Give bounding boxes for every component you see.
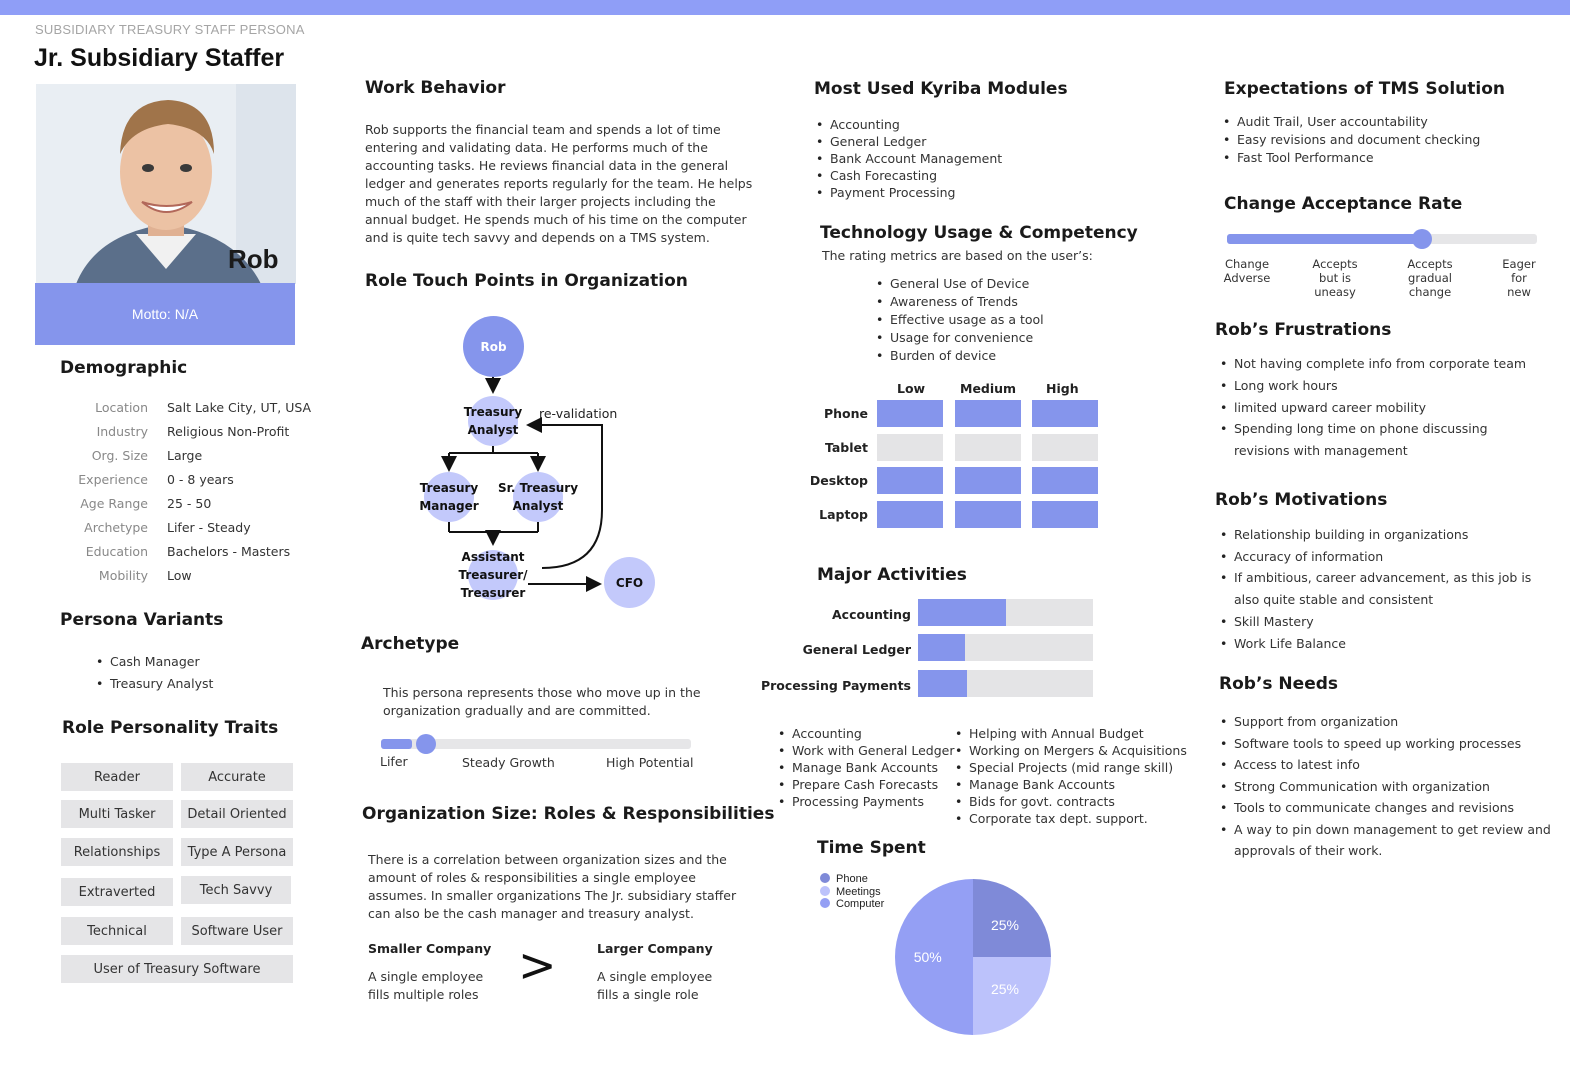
node-label-line: Analyst — [512, 499, 564, 513]
demographic-heading: Demographic — [60, 358, 188, 378]
change-label-eager — [1489, 257, 1549, 299]
list-item: • Helping with Annual Budget — [955, 725, 1187, 742]
list-item: • Work Life Balance — [1220, 633, 1531, 655]
demographic-key: Industry — [96, 424, 148, 439]
list-item: • Effective usage as a tool — [876, 311, 1044, 329]
text-line: A single employee — [368, 969, 484, 984]
demographic-key: Age Range — [80, 496, 148, 511]
text-line: gradual — [1408, 271, 1452, 285]
pie-slice-label: 50% — [913, 949, 942, 965]
text-line: but is — [1319, 271, 1351, 285]
list-item: • Bank Account Management — [816, 150, 1002, 167]
expectations-list — [1223, 113, 1480, 167]
change-label-gradual — [1400, 257, 1460, 299]
list-item: • Easy revisions and document checking — [1223, 131, 1480, 149]
competency-cell — [955, 400, 1021, 427]
list-item: • Manage Bank Accounts — [778, 759, 955, 776]
legend-swatch — [820, 898, 830, 908]
list-item: • Burden of device — [876, 347, 1044, 365]
list-item-continuation — [1220, 440, 1526, 462]
text-line: new — [1507, 285, 1531, 299]
larger-company-text — [597, 968, 712, 1004]
list-item: • limited upward career mobility — [1220, 397, 1526, 419]
persona-variants-list — [96, 651, 213, 695]
larger-company-title: Larger Company — [597, 941, 713, 956]
archetype-slider-fill — [381, 739, 412, 749]
list-item: • General Use of Device — [876, 275, 1044, 293]
text-line: amount of roles & responsibilities a single employee — [368, 870, 696, 885]
activities-list-right — [955, 725, 1187, 827]
frustrations-list — [1220, 353, 1526, 462]
node-label — [419, 479, 478, 515]
node-label-line: Treasury — [419, 481, 479, 495]
list-item: • Work with General Ledger — [778, 742, 955, 759]
list-item: • Software tools to speed up working processes — [1220, 733, 1551, 755]
work-behavior-heading: Work Behavior — [365, 78, 506, 98]
device-label: Desktop — [809, 473, 868, 488]
text-line: also quite stable and consistent — [1234, 592, 1434, 608]
time-spent-pie-chart — [890, 873, 1060, 1043]
demographic-value: Bachelors - Masters — [167, 544, 291, 559]
list-item: • Cash Forecasting — [816, 167, 1002, 184]
tech-level-high: High — [1046, 381, 1079, 396]
node-label-line: Manager — [419, 499, 479, 513]
change-acceptance-heading: Change Acceptance Rate — [1224, 194, 1463, 214]
legend-swatch — [820, 873, 830, 883]
personality-traits-heading: Role Personality Traits — [62, 718, 279, 738]
org-node-assistant-treasurer — [458, 550, 528, 600]
list-item: • Awareness of Trends — [876, 293, 1044, 311]
motivations-heading: Rob’s Motivations — [1215, 490, 1388, 510]
activity-bar-track — [918, 634, 1093, 661]
demographic-value: 0 - 8 years — [167, 472, 234, 487]
list-item: • Processing Payments — [778, 793, 955, 810]
competency-cell — [1032, 400, 1098, 427]
demographic-value: Low — [167, 568, 192, 583]
list-item: • Manage Bank Accounts — [955, 776, 1187, 793]
node-label — [464, 403, 522, 439]
tech-heading: Technology Usage & Competency — [820, 223, 1138, 243]
archetype-heading: Archetype — [361, 634, 460, 654]
persona-motto: Motto: N/A — [35, 283, 295, 345]
archetype-scale-high: High Potential — [606, 755, 694, 770]
motivations-list — [1220, 524, 1531, 654]
tech-metrics-list — [876, 275, 1044, 365]
org-node-cfo — [604, 557, 655, 608]
device-label: Laptop — [819, 506, 868, 522]
change-slider-knob — [1412, 229, 1432, 249]
trait-tag: Multi Tasker — [61, 800, 173, 828]
trait-tag: User of Treasury Software — [61, 955, 293, 983]
node-label-line: Treasurer/ — [458, 568, 528, 582]
text-line: and is quite tech savvy and depends on a TMS system. — [365, 230, 710, 245]
activity-bar-fill — [918, 599, 1006, 626]
activity-label: Accounting — [832, 607, 911, 622]
trait-tag: Extraverted — [61, 878, 173, 906]
competency-cell — [955, 434, 1021, 461]
list-item: • Prepare Cash Forecasts — [778, 776, 955, 793]
archetype-scale-mid: Steady Growth — [462, 755, 555, 770]
persona-variants-heading: Persona Variants — [60, 610, 224, 630]
node-label-line: Sr. Treasury — [497, 481, 579, 495]
competency-cell — [955, 467, 1021, 494]
text-line: approvals of their work. — [1234, 843, 1383, 858]
list-item: • Accuracy of information — [1220, 546, 1531, 568]
trait-tag: Type A Persona — [181, 838, 293, 866]
smaller-company-title: Smaller Company — [368, 941, 492, 956]
competency-cell — [1032, 434, 1098, 461]
trait-tag: Tech Savvy — [181, 876, 291, 904]
needs-heading: Rob’s Needs — [1219, 674, 1339, 694]
legend-swatch — [820, 886, 830, 896]
legend-item-computer — [820, 898, 884, 911]
trait-tag: Accurate — [181, 763, 293, 791]
list-item: • Access to latest info — [1220, 754, 1551, 776]
change-slider-fill — [1227, 234, 1422, 244]
list-item: • A way to pin down management to get review and — [1220, 819, 1551, 841]
touch-points-heading: Role Touch Points in Organization — [365, 271, 688, 291]
greater-than-symbol: > — [518, 938, 557, 992]
text-line: for — [1511, 271, 1527, 285]
node-label-line: Treasurer — [460, 586, 526, 600]
revalidation-label: re-validation — [539, 406, 618, 421]
trait-tag: Relationships — [61, 838, 173, 866]
frustrations-heading: Rob’s Frustrations — [1215, 320, 1392, 340]
pie-slice-label: 25% — [990, 917, 1020, 934]
org-node-treasury-analyst — [463, 396, 523, 446]
text-line: Accepts — [1312, 257, 1358, 271]
list-item: • Relationship building in organizations — [1220, 524, 1531, 546]
text-line: Rob supports the financial team and spends a lot of time — [365, 122, 721, 137]
list-item: • Support from organization — [1220, 711, 1551, 733]
activity-bar-fill — [918, 634, 965, 661]
list-item: • Usage for convenience — [876, 329, 1044, 347]
competency-cell — [955, 501, 1021, 528]
text-line: Eager — [1502, 257, 1536, 271]
demographic-key: Org. Size — [91, 448, 148, 463]
activities-heading: Major Activities — [817, 565, 967, 585]
time-spent-heading: Time Spent — [817, 838, 926, 858]
text-line: Accepts — [1407, 257, 1453, 271]
pie-legend — [820, 873, 884, 911]
legend-label: Phone — [836, 873, 868, 885]
text-line: This persona represents those who move up in the — [383, 685, 701, 700]
node-label — [498, 479, 578, 515]
org-size-text — [368, 851, 738, 923]
activities-list-left — [778, 725, 955, 810]
list-item: • Accounting — [816, 116, 1002, 133]
competency-cell — [877, 501, 943, 528]
archetype-scale-low: Lifer — [380, 754, 408, 769]
text-line: much of the staff with their larger projects including the — [365, 194, 716, 209]
demographic-value: Lifer - Steady — [167, 520, 251, 535]
text-line: There is a correlation between organization sizes and the — [368, 852, 727, 867]
demographic-key: Experience — [78, 472, 148, 487]
text-line: fills multiple roles — [368, 987, 479, 1002]
list-item: • Corporate tax dept. support. — [955, 810, 1187, 827]
list-item: • Bids for govt. contracts — [955, 793, 1187, 810]
legend-item-phone — [820, 873, 884, 886]
text-line: assumes. In smaller organizations The Jr. subsidiary staffer — [368, 888, 737, 903]
competency-cell — [1032, 467, 1098, 494]
competency-cell — [877, 400, 943, 427]
list-item: • If ambitious, career advancement, as this job is — [1220, 567, 1531, 589]
page-title: Jr. Subsidiary Staffer — [34, 44, 285, 72]
change-label-adverse — [1217, 257, 1277, 285]
competency-cell — [1032, 501, 1098, 528]
node-label-line: Treasury — [463, 405, 523, 419]
list-item: • General Ledger — [816, 133, 1002, 150]
text-line: change — [1408, 285, 1452, 299]
list-item: • Strong Communication with organization — [1220, 776, 1551, 798]
list-item: • Spending long time on phone discussing — [1220, 418, 1526, 440]
tech-level-medium: Medium — [960, 381, 1017, 396]
list-item: • Special Projects (mid range skill) — [955, 759, 1187, 776]
legend-label: Meetings — [836, 885, 881, 898]
trait-tag: Detail Oriented — [181, 800, 293, 828]
pie-slice-label: 25% — [990, 980, 1020, 997]
text-line: revisions with management — [1234, 443, 1408, 459]
org-size-heading: Organization Size: Roles & Responsibilities — [362, 804, 775, 824]
text-line: accounting tasks. He reviews financial data in the general — [365, 158, 729, 173]
top-accent-bar — [0, 0, 1570, 15]
text-line: uneasy — [1314, 285, 1356, 299]
device-label: Phone — [823, 406, 868, 421]
demographic-value: 25 - 50 — [167, 496, 212, 511]
org-node-treasury-manager — [419, 472, 479, 522]
list-item-continuation — [1220, 589, 1531, 611]
list-item: • Long work hours — [1220, 375, 1526, 397]
list-item: • Accounting — [778, 725, 955, 742]
archetype-text — [383, 684, 723, 720]
node-label: CFO — [615, 575, 644, 590]
activity-bar-fill — [918, 670, 967, 697]
node-label: Rob — [480, 339, 507, 354]
modules-heading: Most Used Kyriba Modules — [814, 79, 1068, 99]
node-label-line: Assistant — [461, 550, 525, 564]
text-line: annual budget. He spends much of his time on the computer — [365, 212, 747, 227]
list-item: • Audit Trail, User accountability — [1223, 113, 1480, 131]
text-line: A single employee — [597, 969, 713, 984]
text-line: can also be the cash manager and treasury analyst. — [368, 906, 694, 921]
text-line: Change — [1224, 257, 1270, 271]
trait-tag: Reader — [61, 763, 173, 791]
text-line: entering and validating data. He performs much of the — [365, 140, 708, 155]
expectations-heading: Expectations of TMS Solution — [1224, 79, 1505, 99]
demographic-value: Large — [167, 448, 203, 463]
activity-label: Processing Payments — [760, 678, 911, 693]
list-item: • Cash Manager — [96, 651, 213, 673]
work-behavior-text — [365, 121, 755, 247]
text-line: fills a single role — [597, 987, 699, 1002]
modules-list — [816, 116, 1002, 201]
list-item: • Treasury Analyst — [96, 673, 213, 695]
demographic-key: Education — [85, 544, 148, 559]
smaller-company-text — [368, 968, 483, 1004]
org-node-sr-treasury-analyst — [497, 472, 579, 522]
text-line: ledger and generates reports regularly for the team. He helps — [365, 176, 753, 191]
list-item: • Skill Mastery — [1220, 611, 1531, 633]
text-line: organization gradually and are committed. — [383, 703, 651, 718]
text-line: Adverse — [1223, 271, 1271, 285]
list-item-continuation — [1220, 840, 1551, 862]
tech-level-low: Low — [897, 381, 926, 396]
demographic-value: Religious Non-Profit — [167, 424, 290, 439]
node-label-line: Analyst — [467, 423, 519, 437]
node-label — [458, 548, 527, 602]
trait-tag: Software User — [181, 917, 293, 945]
list-item: • Working on Mergers & Acquisitions — [955, 742, 1187, 759]
list-item: • Tools to communicate changes and revisions — [1220, 797, 1551, 819]
persona-eyebrow: SUBSIDIARY TREASURY STAFF PERSONA — [35, 22, 305, 37]
activity-bar-track — [918, 599, 1093, 626]
activity-label: General Ledger — [802, 642, 911, 657]
persona-name: Rob — [228, 244, 279, 274]
device-label: Tablet — [824, 439, 868, 455]
activity-bar-track — [918, 670, 1093, 697]
legend-label: Computer — [836, 898, 885, 910]
tech-intro: The rating metrics are based on the user’s: — [822, 248, 1093, 263]
demographic-key: Location — [95, 400, 148, 415]
needs-list — [1220, 711, 1551, 862]
demographic-key: Archetype — [84, 520, 148, 535]
list-item: • Not having complete info from corporate team — [1220, 353, 1526, 375]
list-item: • Payment Processing — [816, 184, 1002, 201]
trait-tag: Technical — [61, 917, 173, 945]
org-node-rob — [463, 316, 524, 377]
change-label-uneasy — [1305, 257, 1365, 299]
archetype-slider-knob — [416, 734, 436, 754]
competency-cell — [877, 467, 943, 494]
list-item: • Fast Tool Performance — [1223, 149, 1480, 167]
legend-item-meetings — [820, 886, 884, 899]
demographic-key: Mobility — [98, 568, 148, 583]
competency-cell — [877, 434, 943, 461]
demographic-value: Salt Lake City, UT, USA — [167, 400, 312, 415]
